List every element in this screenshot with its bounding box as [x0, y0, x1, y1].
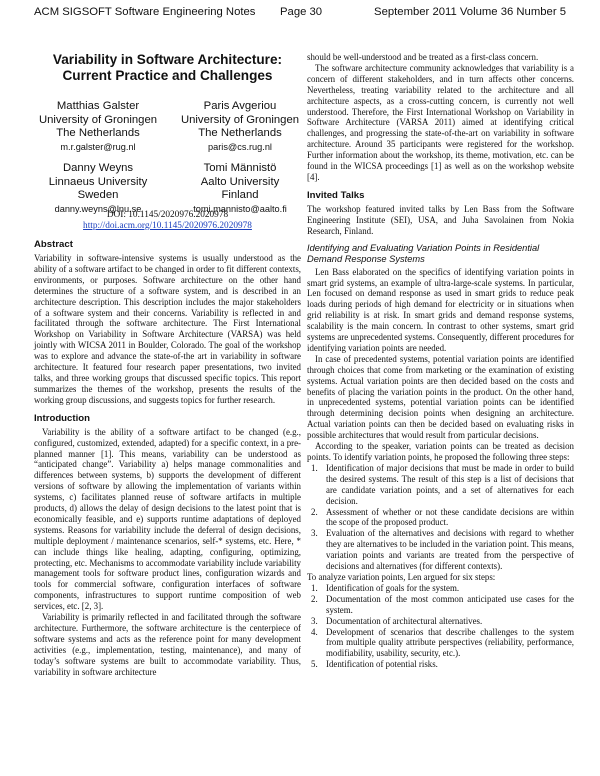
paper-title — [34, 52, 301, 84]
right-column — [307, 52, 574, 670]
issue-info: September 2011 Volume 36 Number 5 — [374, 6, 566, 18]
author-email: paris@cs.rug.nl — [208, 141, 272, 152]
title-line-1: Variability in Software Architecture: — [52, 52, 283, 67]
list-item — [307, 659, 574, 670]
list-text: Identification of potential risks. — [326, 659, 438, 670]
list-text: Identification of major decisions that must be made in order to build the desired systems. The result of this step is a list of decisions that are candidate variation points, and a set of alternatives for each decision. — [326, 462, 574, 506]
identification-steps-list — [307, 463, 574, 572]
list-number: 4. — [311, 626, 318, 637]
list-number: 2. — [311, 506, 318, 517]
subsection-heading-line-1: Identifying and Evaluating Variation Points in Residential — [307, 242, 540, 253]
author-country: The Netherlands — [198, 127, 282, 139]
page-number: Page 30 — [280, 6, 323, 18]
title-line-2: Current Practice and Challenges — [62, 68, 273, 83]
analysis-steps-list — [307, 583, 574, 670]
abstract-heading: Abstract — [34, 239, 73, 250]
author-email: danny.weyns@lnu.se — [54, 203, 142, 214]
intro-paragraph-3: The software architecture community acknowledges that variability is a concern of different stakeholders, and in turn affects other concerns. Nevertheless, treating variability related to the architecture and all architecture aspects, as a cross-cutting concern, is currently not well understood. Therefore, the First International Workshop on Variability in Software Architecture (VARSA 2011) aimed at identifying critical challenges, and progressing the state-of-the-art on variability in software architecture. Around 35 participants were registered for the workshop. Further information about the workshop, its theme, motivation, etc. can be found in the WICSA proceedings [1] as well as on the workshop website [4]. — [307, 62, 574, 182]
author-affiliation: University of Groningen — [38, 113, 158, 126]
list-item — [307, 616, 574, 627]
list-number: 3. — [311, 615, 318, 626]
author-mannisto — [170, 162, 310, 216]
list-item — [307, 528, 574, 572]
subsection-paragraph-1: Len Bass elaborated on the specifics of identifying variation points in smart grid systems, an example of ultra-large-scale systems. In particular, Len focused on demand response as used in smart grids to reduce peak loads during periods of high demand for electricity or in situations when grid reliability is at risk. In smart grids and demand response systems, scalability is the main concern. In contrast to other systems, smart grid systems are unprecedented systems. Consequently, different procedures for identifying variation points are needed. — [307, 266, 574, 353]
list-item — [307, 627, 574, 660]
author-affiliation: Linnaeus University — [48, 175, 148, 188]
list-text: Assessment of whether or not these candidate decisions are within the scope of the proposed product. — [326, 506, 574, 528]
analyze-intro: To analyze variation points, Len argued for six steps: — [307, 571, 496, 582]
list-text: Evaluation of the alternatives and decisions with regard to whether they are alternatives to be included in the variation point. This means, variation points and variants are treated from the perspective of decisions and alternatives (for different contexts). — [326, 528, 574, 572]
author-avgeriou — [170, 100, 310, 154]
subsection-paragraph-3: According to the speaker, variation points can be treated as decision points. To identify variation points, he proposed the following three steps: — [307, 441, 574, 462]
subsection-paragraph-2: In case of precedented systems, potential variation points are identified through choices that come from marketing or the examination of existing systems. Actual variation points are then decided based on the costs and benefits of placing the variation points in the product. On the other hand, in unprecedented systems, potential variation points can be identified through determining decision points when designing an architecture. Actual variation points can then be decided based on evaluating risks in possible architectures that would result from particular decisions. — [307, 353, 574, 441]
list-text: Documentation of architectural alternatives. — [326, 615, 483, 626]
author-name: Matthias Galster — [56, 100, 140, 112]
author-block — [34, 100, 301, 228]
journal-name: ACM SIGSOFT Software Engineering Notes — [34, 6, 256, 18]
intro-paragraph-continued: should be well-understood and be treated as a first-class concern. — [307, 52, 539, 62]
subsection-heading — [307, 243, 574, 265]
author-email: m.r.galster@rug.nl — [60, 141, 136, 152]
doi-text: DOI: 10.1145/2020976.2020978 — [106, 210, 229, 220]
author-name: Danny Weyns — [62, 162, 134, 174]
author-affiliation: University of Groningen — [180, 113, 300, 126]
intro-paragraph-2: Variability is primarily reflected in and facilitated through the software architecture. Furthermore, the software architecture is the centerpiece of software systems and acts as the reference point for many development activities (e.g., implementation, testing, maintenance), and many of today’s software systems are built to accommodate variability. Thus, variability in software architecture — [34, 612, 301, 677]
author-country: Sweden — [77, 189, 119, 201]
author-galster — [28, 100, 168, 154]
list-text: Documentation of the most common anticipated use cases for the system. — [326, 593, 574, 615]
author-weyns — [28, 162, 168, 216]
list-number: 2. — [311, 593, 318, 604]
list-number: 3. — [311, 528, 318, 539]
running-header — [34, 6, 566, 24]
subsection-heading-line-2: Demand Response Systems — [307, 253, 425, 264]
list-item — [307, 463, 574, 507]
doi-link[interactable]: http://doi.acm.org/10.1145/2020976.2020978 — [83, 221, 252, 231]
list-item — [307, 583, 574, 594]
list-number: 1. — [311, 582, 318, 593]
author-country: Finland — [221, 189, 259, 201]
invited-talks-heading: Invited Talks — [307, 189, 365, 201]
author-email: tomi.mannisto@aalto.fi — [193, 203, 287, 214]
list-text: Identification of goals for the system. — [326, 582, 460, 593]
author-affiliation: Aalto University — [200, 175, 280, 188]
list-number: 5. — [311, 659, 318, 670]
invited-talks-paragraph: The workshop featured invited talks by Len Bass from the Software Engineering Institute (SEI), USA, and Juha Savolainen from Nokia Research, Finland. — [307, 203, 574, 236]
list-text: Development of scenarios that describe challenges to the system from multiple quality attribute perspectives (reliability, performance, modifiability, usability, security, etc.). — [326, 626, 574, 659]
author-name: Paris Avgeriou — [203, 100, 277, 112]
abstract-text: Variability in software-intensive systems is usually understood as the ability of a software artifact to be changed in order to fit different contexts, environments, or purposes. Software architecture on the other hand determines the structure of a software system, and is described in an architecture description. This description includes the major stakeholders of a software system and their concerns. Variability is reflected in and facilitated through the software architecture. The First International Workshop on Variability in Software Architecture (VARSA) was held jointly with WICSA 2011 in Boulder, Colorado. The goal of the workshop was to explore and advance the state-of-the art in variability in software architecture. It featured four research paper presentations, two invited talks, and three working groups that discussed specific topics. This report summarizes the themes of the workshop, presents the results of the working group discussions, and suggests topics for further research. — [34, 253, 301, 405]
left-column — [34, 52, 301, 678]
intro-paragraph-1: Variability is the ability of a software artifact to be changed (e.g., configured, customized, extended, adapted) for a specific context, in a pre-planned manner [1]. This means, variability can be understood as “anticipated change”. Variability a) helps manage commonalities and differences between systems, b) supports the development of different versions of software by allowing the implementation of variants within systems, c) facilitates planned reuse of software artifacts in multiple products, d) allows the delay of design decisions to the latest point that is economically feasible, and e) supports runtime adaptations of deployed systems. Reasons for variability include the deferral of design decisions, multiple deployment / maintenance scenarios, self-* systems, etc. Here, * can include things like healing, adapting, configuring, optimizing, protecting, etc. Mechanisms to accommodate variability include variability management tools for software product lines, configuration wizards and tools for commercial software, configuration interfaces of software components, infrastructures to support runtime composition of web services, etc. [2, 3]. — [34, 426, 301, 612]
author-name: Tomi Männistö — [203, 162, 277, 174]
author-country: The Netherlands — [56, 127, 140, 139]
introduction-heading: Introduction — [34, 412, 90, 424]
list-number: 1. — [311, 462, 318, 473]
list-item — [307, 507, 574, 529]
list-item — [307, 594, 574, 616]
